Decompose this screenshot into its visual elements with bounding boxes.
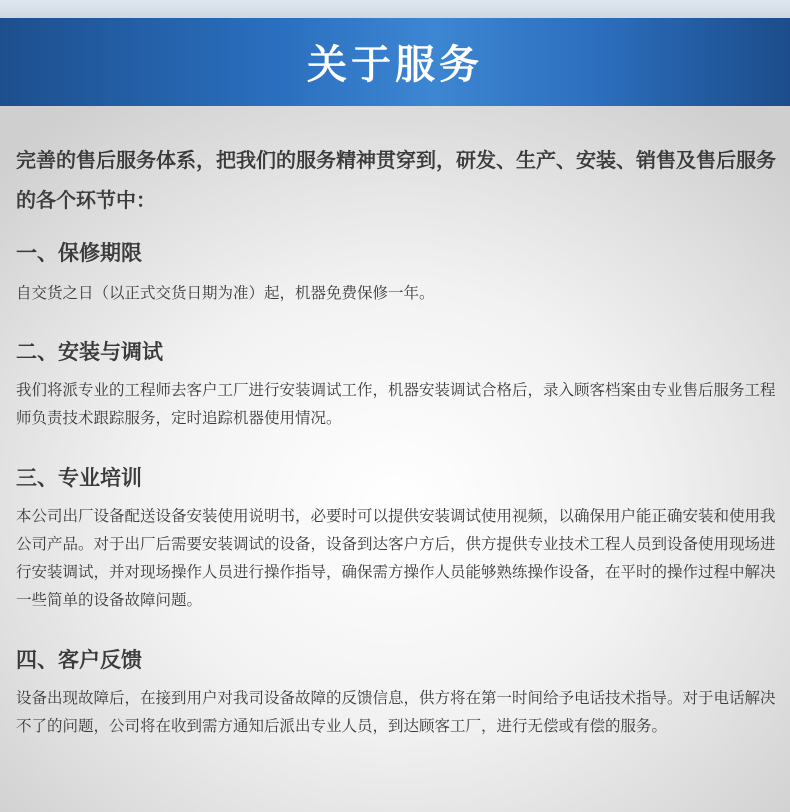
page-title: 关于服务 (307, 41, 483, 88)
section-body-feedback: 设备出现故障后，在接到用户对我司设备故障的反馈信息，供方将在第一时间给予电话技术指导。对于电话解决不了的问题，公司将在收到需方通知后派出专业人员，到达顾客工厂，进行无偿或有偿的服务。 (16, 689, 776, 735)
top-band (0, 0, 790, 18)
section-heading-training: 三、专业培训 (16, 466, 142, 490)
section-body-warranty: 自交货之日（以正式交货日期为准）起，机器免费保修一年。 (16, 284, 435, 302)
header-banner (0, 18, 790, 106)
section-body-training: 本公司出厂设备配送设备安装使用说明书，必要时可以提供安装调试使用视频，以确保用户能正确安装和使用我公司产品。对于出厂后需要安装调试的设备，设备到达客户方后，供方提供专业技术工程人员到设备使用现场进行安装调试，并对现场操作人员进行操作指导，确保需方操作人员能够熟练操作设备，在平时的操作过程中解决一些简单的设备故障问题。 (16, 507, 776, 609)
intro-paragraph: 完善的售后服务体系，把我们的服务精神贯穿到，研发、生产、安装、销售及售后服务的各个环节中： (16, 148, 776, 212)
section-heading-feedback: 四、客户反馈 (16, 648, 142, 672)
section-heading-installation: 二、安装与调试 (16, 340, 163, 364)
section-heading-warranty: 一、保修期限 (16, 241, 142, 265)
section-body-installation: 我们将派专业的工程师去客户工厂进行安装调试工作，机器安装调试合格后，录入顾客档案由专业售后服务工程师负责技术跟踪服务，定时追踪机器使用情况。 (16, 381, 776, 427)
content-area (16, 140, 776, 735)
